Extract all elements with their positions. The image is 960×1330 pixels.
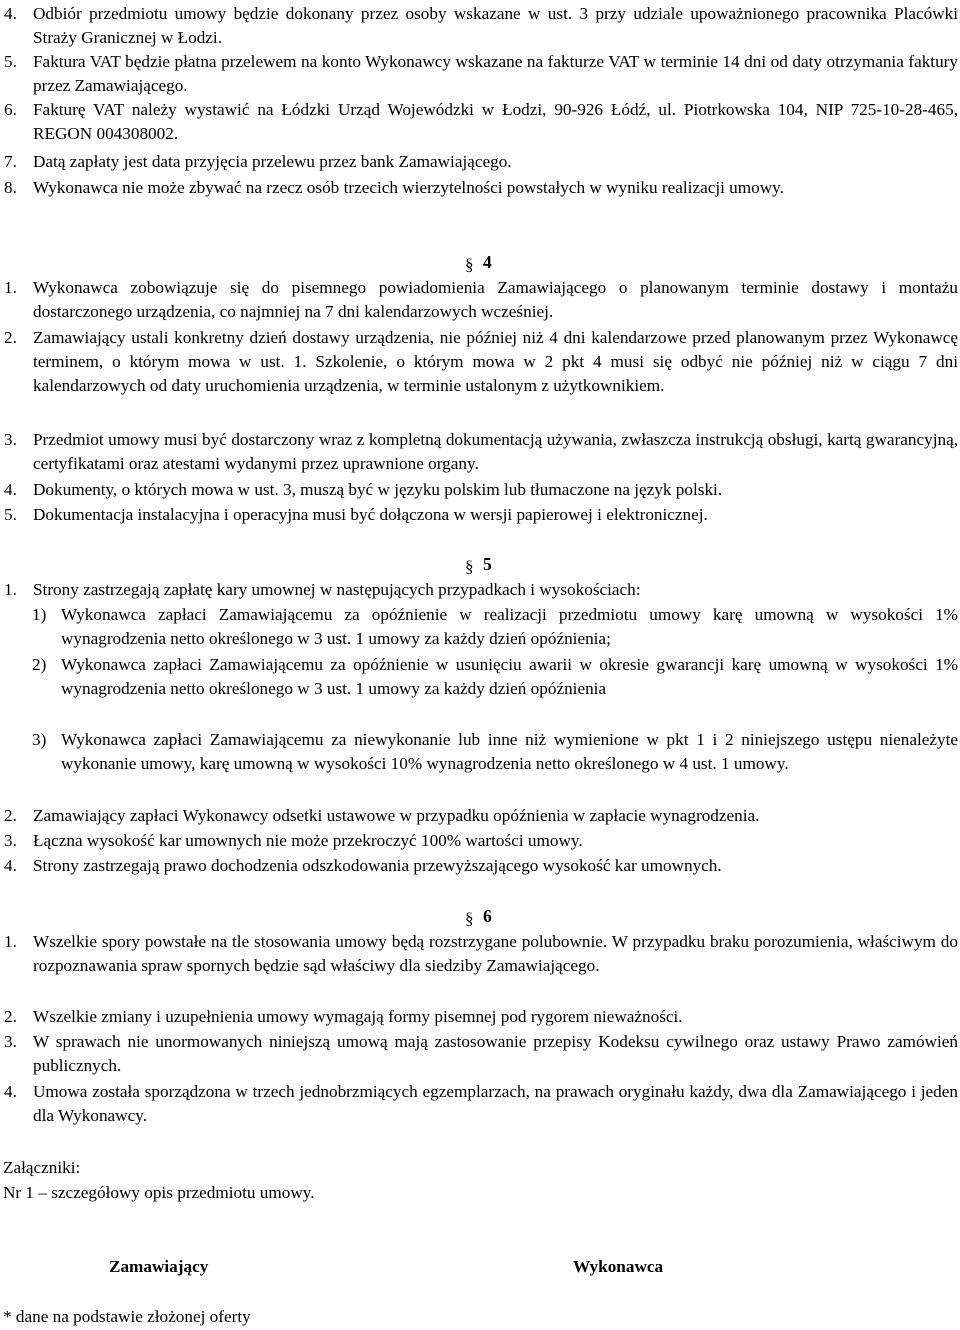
signature-wykonawca: Wykonawca xyxy=(573,1257,664,1276)
attachment-item: Nr 1 – szczegółowy opis przedmiotu umowy. xyxy=(3,1183,315,1202)
section-sign: § xyxy=(465,909,474,928)
document-page: 4. Odbiór przedmiotu umowy będzie dokonany przez osoby wskazane w ust. 3 przy udziale upoważnionego pracownika Placówki Straży Granicznej w Łodzi. 5. Faktura VAT będzie płatna przelewem na konto Wykonawcy wskazane na fakturze VAT w terminie 14 dni od daty otrzymania faktury przez Zamawiającego. 6. Fakturę VAT należy wystawić na Łódzki Urząd Wojewódzki w Łodzi, 90-926 Łódź, ul. Piotrkowska 104, NIP 725-10-28-465, REGON 004308002. 7. Datą zapłaty jest data przyjęcia przelewu przez bank Zamawiającego. 8. Wykonawca nie może zbywać na rzecz osób trzecich wierzytelności powstałych w wyniku realizacji umowy. § 4 1. Wykonawca zobowiązuje się do pisemnego powiadomienia Zamawiającego o planowanym terminie dostawy i montażu dostarczonego urządzenia, co najmniej na 7 dni kalendarzowych wcześniej. 2. Zamawiający ustali konkretny dzień dostawy urządzenia, nie później niż 4 dni kalendarzowe przed planowanym przez Wykonawcę terminem, o którym mowa w ust. 1. Szkolenie, o którym mowa w 2 pkt 4 musi się odbyć nie później niż w ciągu 7 dni kalendarzowych od daty uruchomienia urządzenia, w terminie ustalonym z użytkownikiem. 3. Przedmiot umowy musi być dostarczony wraz z kompletną dokumentacją używania, zwłaszcza instrukcją obsługi, kartą gwarancyjną, certyfikatami oraz atestami wydanymi przez uprawnione organy. 4. Dokumenty, o których mowa w ust. 3, muszą być w języku polskim lub tłumaczone na język polski. 5. Dokumentacja instalacyjna i operacyjna musi być dołączona w wersji papierowej i elektronicznej. § 5 1. Strony zastrzegają zapłatę kary umownej w następujących przypadkach i wysokościach: 1) Wykonawca zapłaci Zamawiającemu za opóźnienie w realizacji przedmiotu umowy karę umowną w wysokości 1% wynagrodzenia netto określonego w 3 ust. 1 umowy za każdy dzień opóźnienia; 2) Wykonawca zapłaci Zamawiającemu za opóźnienie w usunięciu awarii w okresie gwarancji karę umowną w wysokości 1% wynagrodzenia netto określonego w 3 ust. 1 umowy za każdy dzień opóźnienia 3) Wykonawca zapłaci Zamawiającemu za niewykonanie lub inne niż wymienione w pkt 1 i 2 niniejszego ustępu nienależyte wykonanie umowy, karę umowną w wysokości 10% wynagrodzenia netto określonego w 4 ust. 1 umowy. 2. Zamawiający zapłaci Wykonawcy odsetki ustawowe w przypadku opóźnienia w zapłacie wynagrodzenia. 3. Łączna wysokość kar umownych nie może przekroczyć 100% wartości umowy. 4. Strony zastrzegają prawo dochodzenia odszkodowania przewyższającego wysokość kar umownych. § 6 1. Wszelkie spory powstałe na tle stosowania umowy będą rozstrzygane polubownie. W przypadku braku porozumienia, właściwym do rozpoznawania spraw spornych będzie sąd właściwy dla siedziby Zamawiającego. 2. Wszelkie zmiany i uzupełnienia umowy wymagają formy pisemnej pod rygorem nieważności. 3. W sprawach nie unormowanych niniejszą umową mają zastosowanie przepisy Kodeksu cywilnego oraz ustawy Prawo zamówień publicznych. 4. Umowa została sporządzona w trzech jednobrzmiących egzemplarzach, na prawach oryginału każdy, dwa dla Zamawiającego i jeden dla Wykonawcy. Załączniki: Nr 1 – szczegółowy opis przedmiotu umowy. Zamawiający Wykonawca * dane na podstawie złożonej oferty xyxy=(0,0,960,1330)
section-sign: § xyxy=(465,557,474,576)
footnote: * dane na podstawie złożonej oferty xyxy=(3,1307,251,1326)
attachments-label: Załączniki: xyxy=(3,1158,81,1177)
signature-zamawiajacy: Zamawiający xyxy=(109,1257,209,1276)
section-sign: § xyxy=(465,255,474,274)
